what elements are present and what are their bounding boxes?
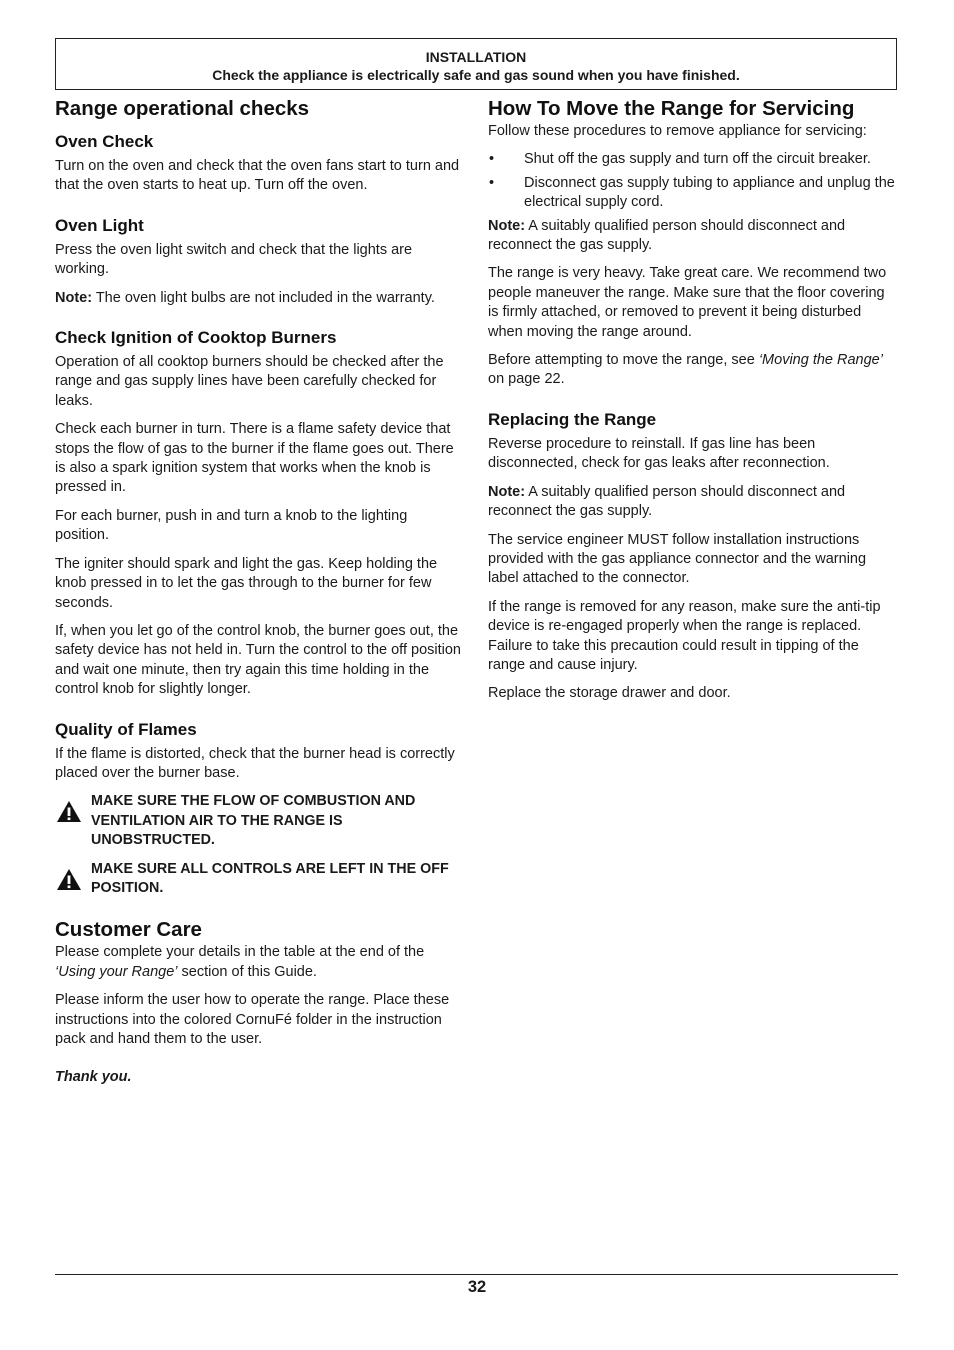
page-number: 32 bbox=[467, 1278, 487, 1296]
list-item-text: Shut off the gas supply and turn off the circuit breaker. bbox=[524, 151, 871, 168]
replacing-paragraph-4: Replace the storage drawer and door. bbox=[488, 685, 731, 702]
note-label: Note: bbox=[488, 483, 526, 500]
banner-subtitle: Check the appliance is electrically safe and gas sound when you have finished. bbox=[212, 67, 740, 83]
move-heavy-paragraph: The range is very heavy. Take great care. We recommend two people maneuver the range. Make sure that the floor covering is firmly attached, or removed to prevent it being disturbed when moving the range around. bbox=[488, 265, 887, 340]
ignition-paragraph-5: If, when you let go of the control knob, the burner goes out, the safety device has not held in. Turn the control to the off position and wait one minute, then try again this time holding in the control knob for slightly longer. bbox=[55, 622, 461, 698]
heading-range-operational-checks: Range operational checks bbox=[55, 97, 310, 120]
warning-controls-off bbox=[55, 860, 465, 899]
oven-light-note bbox=[55, 289, 465, 308]
warning-text-2: MAKE SURE ALL CONTROLS ARE LEFT IN THE OFF POSITION. bbox=[91, 860, 449, 896]
left-column bbox=[55, 96, 465, 1088]
move-before-b: on page 22. bbox=[488, 371, 565, 388]
bullet-icon: • bbox=[489, 174, 495, 191]
list-item bbox=[488, 174, 898, 213]
note-text: The oven light bulbs are not included in the warranty. bbox=[92, 289, 435, 306]
right-column bbox=[488, 96, 898, 704]
flames-text: If the flame is distorted, check that the burner head is correctly placed over the burner base. bbox=[55, 745, 455, 781]
move-before-italic: ‘Moving the Range’ bbox=[758, 352, 883, 369]
move-before-a: Before attempting to move the range, see bbox=[488, 352, 759, 369]
oven-light-text: Press the oven light switch and check that the lights are working. bbox=[55, 241, 413, 278]
thank-you bbox=[55, 1068, 465, 1087]
warning-triangle-icon bbox=[56, 800, 82, 823]
cc-text-italic: ‘Using your Range’ bbox=[55, 963, 178, 980]
ignition-paragraph-4: The igniter should spark and light the gas. Keep holding the knob pressed in to let the gas through to the burner for few seconds. bbox=[55, 555, 438, 611]
heading-quality-of-flames: Quality of Flames bbox=[55, 719, 197, 739]
note-text: A suitably qualified person should disconnect and reconnect the gas supply. bbox=[488, 483, 846, 520]
ignition-paragraph-2: Check each burner in turn. There is a flame safety device that stops the flow of gas to the burner if the flame goes out. There is also a spark ignition system that works when the knob is pressed in. bbox=[55, 421, 454, 496]
warning-triangle-icon bbox=[56, 868, 82, 891]
list-item bbox=[488, 150, 898, 169]
warning-text-1: MAKE SURE THE FLOW OF COMBUSTION AND VENTILATION AIR TO THE RANGE IS UNOBSTRUCTED. bbox=[91, 793, 416, 849]
cc-text-a: Please complete your details in the table at the end of the bbox=[55, 944, 425, 961]
heading-customer-care: Customer Care bbox=[55, 918, 202, 942]
heading-oven-light: Oven Light bbox=[55, 215, 144, 235]
customer-care-paragraph-1 bbox=[55, 943, 465, 982]
heading-replacing-the-range: Replacing the Range bbox=[488, 409, 657, 429]
heading-oven-check: Oven Check bbox=[55, 132, 154, 151]
list-item-text: Disconnect gas supply tubing to appliance and unplug the electrical supply cord. bbox=[524, 174, 895, 211]
bullet-icon: • bbox=[489, 151, 495, 168]
banner-title: INSTALLATION bbox=[425, 49, 527, 65]
warning-combustion-air bbox=[55, 792, 465, 850]
cc-text-b: section of this Guide. bbox=[177, 963, 317, 980]
move-note bbox=[488, 217, 898, 256]
ignition-paragraph-3: For each burner, push in and turn a knob to the lighting position. bbox=[55, 507, 408, 544]
move-before-paragraph bbox=[488, 351, 898, 390]
ignition-paragraph-1: Operation of all cooktop burners should be checked after the range and gas supply lines have been carefully checked for leaks. bbox=[55, 354, 444, 409]
move-intro: Follow these procedures to remove appliance for servicing: bbox=[488, 123, 867, 139]
installation-banner bbox=[55, 38, 897, 90]
note-label: Note: bbox=[488, 217, 526, 234]
heading-check-ignition: Check Ignition of Cooktop Burners bbox=[55, 328, 337, 348]
customer-care-paragraph-2: Please inform the user how to operate the range. Place these instructions into the colored CornuFé folder in the instruction pack and hand them to the user. bbox=[55, 992, 450, 1047]
note-label: Note: bbox=[55, 289, 93, 306]
note-text: A suitably qualified person should disconnect and reconnect the gas supply. bbox=[488, 217, 846, 254]
replacing-paragraph-2: The service engineer MUST follow installation instructions provided with the gas appliance connector and the warning label attached to the connector. bbox=[488, 531, 867, 587]
replacing-paragraph-3: If the range is removed for any reason, make sure the anti-tip device is re-engaged properly when the range is replaced. Failure to take this precaution could result in tipping of the range and cause injury. bbox=[488, 598, 881, 673]
heading-how-to-move: How To Move the Range for Servicing bbox=[488, 97, 855, 120]
footer-divider bbox=[55, 1274, 898, 1275]
replacing-paragraph-1: Reverse procedure to reinstall. If gas line has been disconnected, check for gas leaks after reconnection. bbox=[488, 435, 830, 472]
move-steps-list bbox=[488, 150, 898, 212]
replacing-note bbox=[488, 483, 898, 522]
oven-check-text: Turn on the oven and check that the oven fans start to turn and that the oven starts to heat up. Turn off the oven. bbox=[55, 158, 460, 194]
thank-you-text: Thank you. bbox=[55, 1069, 132, 1086]
